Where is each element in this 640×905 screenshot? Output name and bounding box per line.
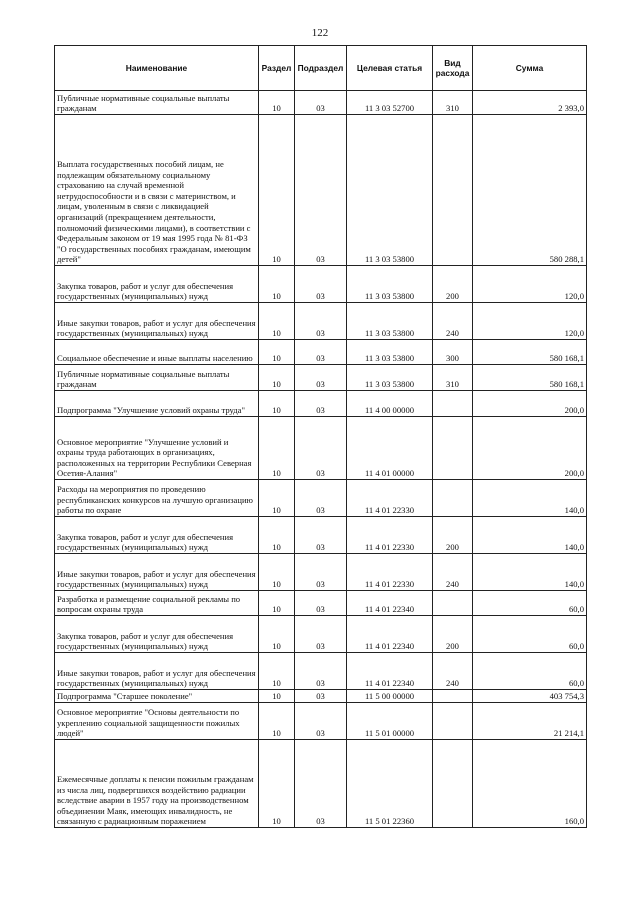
- row-amount: 140,0: [473, 517, 587, 554]
- row-name: Подпрограмма "Старшее поколение": [55, 690, 259, 703]
- header-section: Раздел: [259, 46, 295, 91]
- row-expense-type: [433, 391, 473, 417]
- row-subsection: 03: [295, 554, 347, 591]
- table-row: [55, 480, 587, 517]
- row-amount: 580 288,1: [473, 115, 587, 266]
- header-name: Наименование: [55, 46, 259, 91]
- row-name: Иные закупки товаров, работ и услуг для обеспечения государственных (муниципальных) нужд: [55, 653, 259, 690]
- table-row: [55, 417, 587, 480]
- row-name: Социальное обеспечение и иные выплаты населению: [55, 340, 259, 365]
- row-section: 10: [259, 703, 295, 740]
- row-amount: 160,0: [473, 740, 587, 828]
- row-target: 11 5 01 00000: [347, 703, 433, 740]
- page-number: 122: [311, 27, 329, 39]
- row-expense-type: [433, 703, 473, 740]
- row-name: Иные закупки товаров, работ и услуг для обеспечения государственных (муниципальных) нужд: [55, 554, 259, 591]
- row-target: 11 4 01 22330: [347, 517, 433, 554]
- row-target: 11 4 01 22340: [347, 591, 433, 616]
- row-name: Закупка товаров, работ и услуг для обеспечения государственных (муниципальных) нужд: [55, 266, 259, 303]
- row-amount: 140,0: [473, 480, 587, 517]
- table-row: [55, 554, 587, 591]
- row-target: 11 4 01 22340: [347, 616, 433, 653]
- row-target: 11 4 01 22330: [347, 480, 433, 517]
- row-section: 10: [259, 417, 295, 480]
- row-expense-type: 310: [433, 365, 473, 391]
- row-section: 10: [259, 554, 295, 591]
- row-section: 10: [259, 653, 295, 690]
- row-name: Ежемесячные доплаты к пенсии пожилым гражданам из числа лиц, подвергшихся воздействию радиации вследствие аварии в 1957 году на производственном объединении Маяк, имеющих инвалидность, не связанную с радиационным поражением: [55, 740, 259, 828]
- row-target: 11 5 00 00000: [347, 690, 433, 703]
- table-row: [55, 91, 587, 115]
- row-target: 11 3 03 53800: [347, 340, 433, 365]
- table-row: [55, 740, 587, 828]
- row-target: 11 4 01 00000: [347, 417, 433, 480]
- table-row: [55, 591, 587, 616]
- row-section: 10: [259, 591, 295, 616]
- row-subsection: 03: [295, 616, 347, 653]
- row-target: 11 4 01 22340: [347, 653, 433, 690]
- row-subsection: 03: [295, 365, 347, 391]
- row-amount: 2 393,0: [473, 91, 587, 115]
- row-target: 11 5 01 22360: [347, 740, 433, 828]
- table-row: [55, 690, 587, 703]
- row-subsection: 03: [295, 591, 347, 616]
- row-amount: 60,0: [473, 616, 587, 653]
- row-expense-type: 200: [433, 616, 473, 653]
- table-row: [55, 391, 587, 417]
- row-expense-type: [433, 115, 473, 266]
- row-expense-type: 310: [433, 91, 473, 115]
- row-expense-type: 240: [433, 303, 473, 340]
- row-expense-type: 200: [433, 517, 473, 554]
- row-amount: 580 168,1: [473, 340, 587, 365]
- table-row: [55, 616, 587, 653]
- row-amount: 140,0: [473, 554, 587, 591]
- row-target: 11 3 03 53800: [347, 115, 433, 266]
- row-name: Иные закупки товаров, работ и услуг для обеспечения государственных (муниципальных) нужд: [55, 303, 259, 340]
- row-name: Подпрограмма "Улучшение условий охраны труда": [55, 391, 259, 417]
- row-name: Публичные нормативные социальные выплаты гражданам: [55, 91, 259, 115]
- row-section: 10: [259, 740, 295, 828]
- row-expense-type: 300: [433, 340, 473, 365]
- row-expense-type: [433, 591, 473, 616]
- row-target: 11 3 03 52700: [347, 91, 433, 115]
- table-row: [55, 653, 587, 690]
- row-target: 11 3 03 53800: [347, 303, 433, 340]
- header-amount: Сумма: [473, 46, 587, 91]
- table-row: [55, 266, 587, 303]
- row-section: 10: [259, 480, 295, 517]
- row-amount: 120,0: [473, 266, 587, 303]
- row-amount: 580 168,1: [473, 365, 587, 391]
- row-subsection: 03: [295, 653, 347, 690]
- row-amount: 200,0: [473, 391, 587, 417]
- header-target: Целевая статья: [347, 46, 433, 91]
- row-section: 10: [259, 391, 295, 417]
- table-row: [55, 303, 587, 340]
- row-name: Расходы на мероприятия по проведению республиканских конкурсов на лучшую организацию работы по охране: [55, 480, 259, 517]
- row-amount: 60,0: [473, 591, 587, 616]
- row-expense-type: [433, 690, 473, 703]
- row-expense-type: 240: [433, 554, 473, 591]
- table-row: [55, 517, 587, 554]
- row-expense-type: [433, 740, 473, 828]
- row-section: 10: [259, 365, 295, 391]
- row-section: 10: [259, 91, 295, 115]
- row-subsection: 03: [295, 740, 347, 828]
- budget-table: [54, 45, 587, 828]
- row-amount: 60,0: [473, 653, 587, 690]
- row-subsection: 03: [295, 517, 347, 554]
- table-row: [55, 703, 587, 740]
- row-amount: 21 214,1: [473, 703, 587, 740]
- row-expense-type: 240: [433, 653, 473, 690]
- header-expense-type: Вид расхода: [433, 46, 473, 91]
- row-name: Закупка товаров, работ и услуг для обеспечения государственных (муниципальных) нужд: [55, 517, 259, 554]
- row-subsection: 03: [295, 690, 347, 703]
- table-header-row: [55, 46, 587, 91]
- row-amount: 403 754,3: [473, 690, 587, 703]
- row-expense-type: 200: [433, 266, 473, 303]
- row-subsection: 03: [295, 303, 347, 340]
- table-row: [55, 365, 587, 391]
- row-subsection: 03: [295, 115, 347, 266]
- row-amount: 120,0: [473, 303, 587, 340]
- row-section: 10: [259, 115, 295, 266]
- row-section: 10: [259, 690, 295, 703]
- row-target: 11 4 01 22330: [347, 554, 433, 591]
- header-subsection: Подраздел: [295, 46, 347, 91]
- row-subsection: 03: [295, 340, 347, 365]
- row-subsection: 03: [295, 391, 347, 417]
- row-amount: 200,0: [473, 417, 587, 480]
- row-section: 10: [259, 303, 295, 340]
- row-expense-type: [433, 417, 473, 480]
- row-subsection: 03: [295, 91, 347, 115]
- row-section: 10: [259, 340, 295, 365]
- row-target: 11 3 03 53800: [347, 365, 433, 391]
- row-name: Закупка товаров, работ и услуг для обеспечения государственных (муниципальных) нужд: [55, 616, 259, 653]
- row-name: Выплата государственных пособий лицам, не подлежащим обязательному социальному страхованию на случай временной нетрудоспособности и в связи с материнством, и лицам, уволенным в связи с ликвидацией организаций (прекращением деятельности, полномочий физическими лицами), в соответствии с Федеральным законом от 19 мая 1995 года № 81-ФЗ "О государственных пособиях гражданам, имеющим детей": [55, 115, 259, 266]
- row-expense-type: [433, 480, 473, 517]
- row-name: Разработка и размещение социальной рекламы по вопросам охраны труда: [55, 591, 259, 616]
- row-subsection: 03: [295, 480, 347, 517]
- table-row: [55, 115, 587, 266]
- row-name: Публичные нормативные социальные выплаты гражданам: [55, 365, 259, 391]
- row-section: 10: [259, 517, 295, 554]
- row-name: Основное мероприятие "Улучшение условий и охраны труда работающих в организациях, расположенных на территории Республики Северная Осетия-Алания": [55, 417, 259, 480]
- row-name: Основное мероприятие "Основы деятельности по укреплению социальной защищенности пожилых людей": [55, 703, 259, 740]
- row-subsection: 03: [295, 703, 347, 740]
- row-subsection: 03: [295, 417, 347, 480]
- row-section: 10: [259, 616, 295, 653]
- table-row: [55, 340, 587, 365]
- row-target: 11 3 03 53800: [347, 266, 433, 303]
- row-target: 11 4 00 00000: [347, 391, 433, 417]
- row-subsection: 03: [295, 266, 347, 303]
- row-section: 10: [259, 266, 295, 303]
